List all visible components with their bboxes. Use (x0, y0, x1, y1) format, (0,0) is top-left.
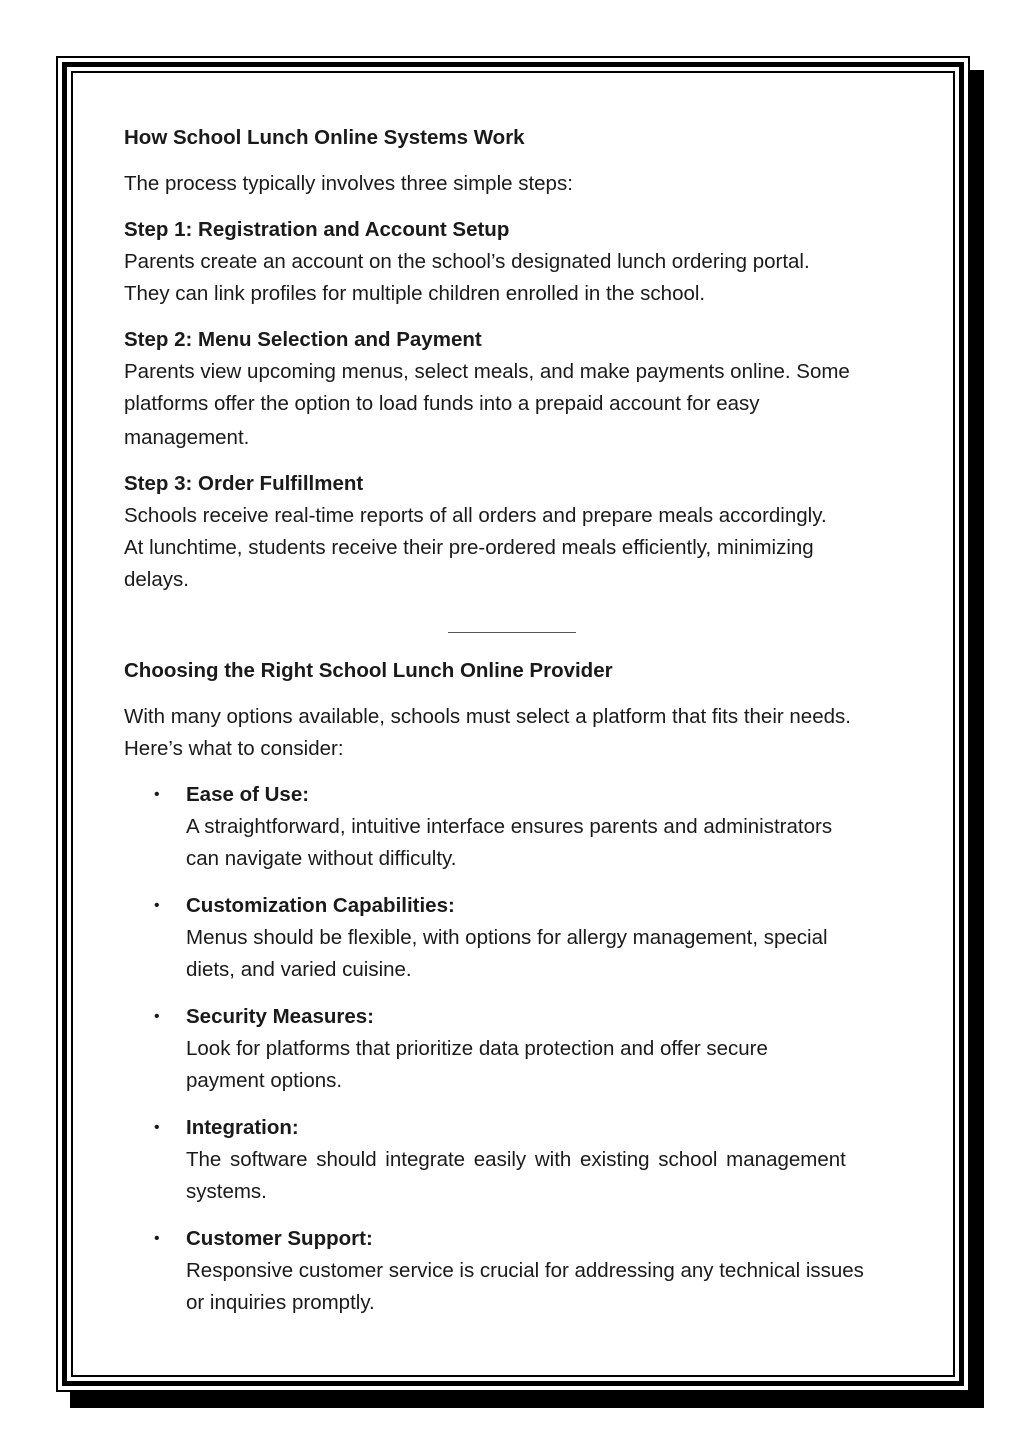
step-text-line: At lunchtime, students receive their pre-ordered meals efficiently, minimizing (124, 536, 814, 559)
list-item-text-line: can navigate without difficulty. (186, 847, 457, 870)
list-item-text-line: diets, and varied cuisine. (186, 958, 412, 981)
list-item-text-line: Responsive customer service is crucial for addressing any technical issues (186, 1259, 864, 1282)
list-item (124, 1223, 894, 1319)
list-item (124, 1001, 894, 1097)
bullet-icon: • (154, 897, 160, 914)
list-item (124, 779, 894, 875)
bullet-icon: • (154, 1008, 160, 1025)
list-item-label: Customer Support: (186, 1227, 373, 1250)
list-item (124, 1112, 894, 1208)
step-text-line: platforms offer the option to load funds into a prepaid account for easy (124, 392, 760, 415)
section-title-choosing-provider: Choosing the Right School Lunch Online Provider (124, 659, 613, 682)
step-block (124, 214, 894, 310)
section-intro-line: With many options available, schools must select a platform that fits their needs. (124, 705, 851, 728)
step-heading: Step 2: Menu Selection and Payment (124, 328, 482, 351)
bullet-icon: • (154, 786, 160, 803)
list-item-text-line: payment options. (186, 1069, 343, 1092)
step-text-line: delays. (124, 568, 189, 591)
list-item-text-line: systems. (186, 1180, 267, 1203)
step-text-line: Parents view upcoming menus, select meals, and make payments online. Some (124, 360, 850, 383)
step-text-line: Schools receive real-time reports of all orders and prepare meals accordingly. (124, 504, 827, 527)
document-content (124, 122, 894, 1334)
list-item-text-line: Menus should be flexible, with options for allergy management, special (186, 926, 828, 949)
list-item (124, 890, 894, 986)
list-item-text-line: The software should integrate easily with existing school management (186, 1148, 846, 1171)
considerations-list (124, 779, 894, 1319)
section-intro: The process typically involves three simple steps: (124, 172, 573, 195)
section-intro-line: Here’s what to consider: (124, 737, 344, 760)
bullet-icon: • (154, 1119, 160, 1136)
step-text-line: management. (124, 426, 250, 449)
step-text-line: Parents create an account on the school’s designated lunch ordering portal. (124, 250, 810, 273)
list-item-label: Integration: (186, 1116, 299, 1139)
list-item-label: Security Measures: (186, 1005, 375, 1028)
list-item-text-line: A straightforward, intuitive interface ensures parents and administrators (186, 815, 833, 838)
step-block (124, 324, 894, 454)
section-title-how-it-works: How School Lunch Online Systems Work (124, 126, 525, 149)
step-heading: Step 1: Registration and Account Setup (124, 218, 510, 241)
list-item-text-line: Look for platforms that prioritize data protection and offer secure (186, 1037, 768, 1060)
list-item-label: Ease of Use: (186, 783, 310, 806)
bullet-icon: • (154, 1230, 160, 1247)
list-item-text-line: or inquiries promptly. (186, 1291, 375, 1314)
step-heading: Step 3: Order Fulfillment (124, 472, 364, 495)
list-item-label: Customization Capabilities: (186, 894, 455, 917)
step-block (124, 468, 894, 596)
step-text-line: They can link profiles for multiple children enrolled in the school. (124, 282, 706, 305)
